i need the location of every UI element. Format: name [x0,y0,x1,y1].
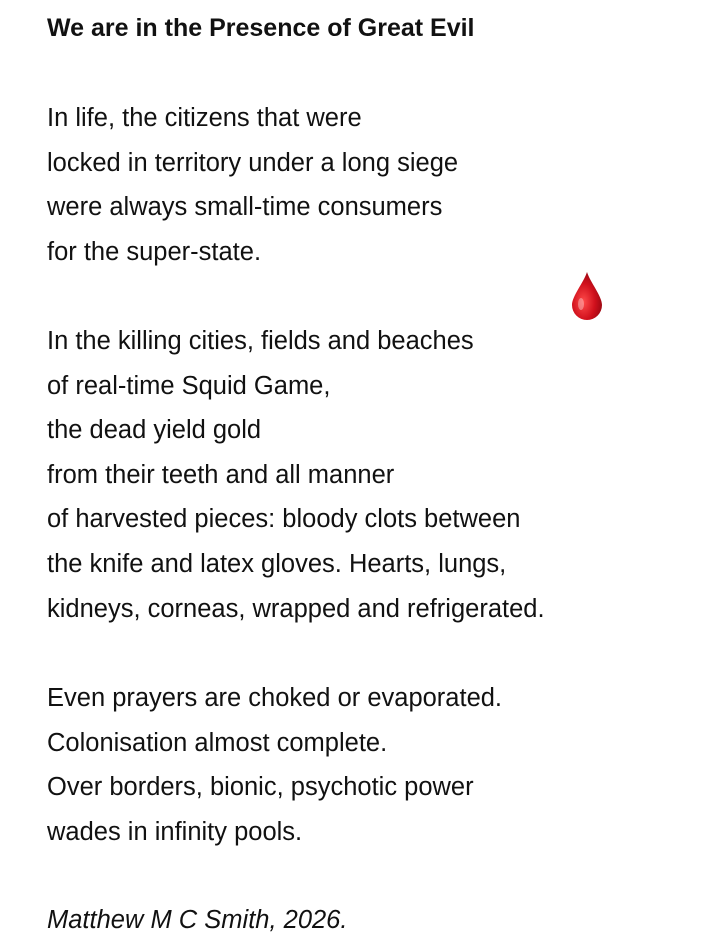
poem-line: the knife and latex gloves. Hearts, lungs, [47,549,507,578]
blood-drop-icon [570,270,604,322]
poem-line: Even prayers are choked or evaporated. [47,684,503,712]
author-signature: Matthew M C Smith, 2026. [47,906,348,934]
poem-line: wades in infinity pools. [47,817,303,846]
poem-line: of harvested pieces: bloody clots between [47,505,521,534]
stanza-3 [47,676,502,854]
stanza-2 [47,319,545,631]
poem-line: In the killing cities, fields and beaches [47,327,474,355]
poem-line: of real-time Squid Game, [47,371,331,400]
poem-line: Over borders, bionic, psychotic power [47,773,474,802]
poem-line: In life, the citizens that were [47,104,362,132]
poem-line: Colonisation almost complete. [47,728,388,757]
poem-line: were always small-time consumers [47,193,443,222]
stanza-1 [47,96,458,274]
poem-line: from their teeth and all manner [47,460,395,489]
poem-line: the dead yield gold [47,416,262,445]
poem-line: for the super-state. [47,237,262,266]
poem-title: We are in the Presence of Great Evil [47,14,475,42]
poem-line: locked in territory under a long siege [47,148,459,177]
poem-line: kidneys, corneas, wrapped and refrigerated. [47,594,545,623]
